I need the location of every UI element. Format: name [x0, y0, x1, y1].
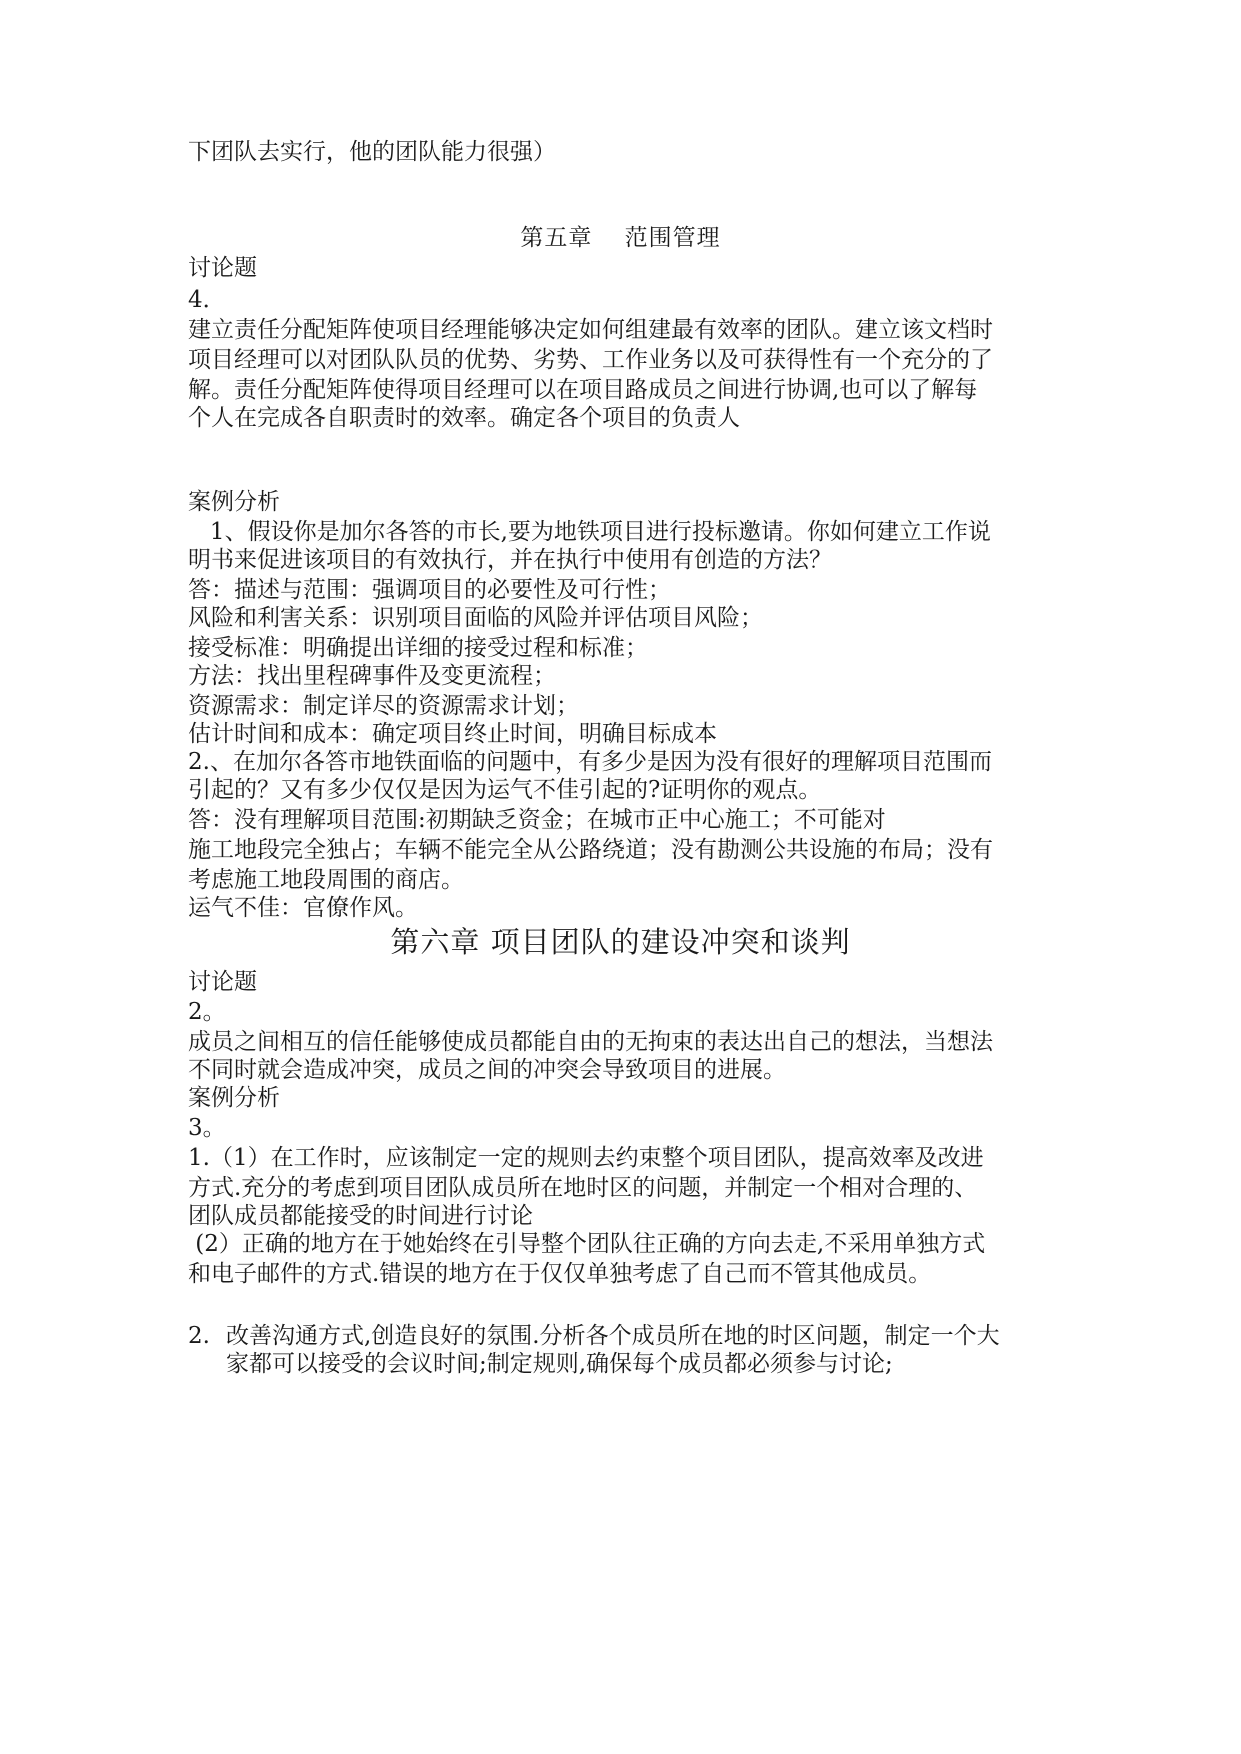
text-line: 1、假设你是加尔各答的市长,要为地铁项目进行投标邀请。你如何建立工作说 [188, 519, 991, 545]
text-line: 解。责任分配矩阵使得项目经理可以在项目路成员之间进行协调,也可以了解每 [188, 377, 978, 403]
text-line: 接受标准：明确提出详细的接受过程和标准； [188, 635, 648, 661]
text-line: 考虑施工地段周围的商店。 [188, 867, 464, 893]
list-number: 2. [188, 1323, 210, 1349]
text-line: 方法：找出里程碑事件及变更流程； [188, 663, 556, 689]
text-line: 个人在完成各自职责时的效率。确定各个项目的负责人 [188, 405, 740, 431]
section-label-case-analysis: 案例分析 [188, 1085, 280, 1111]
text-line: 方式.充分的考虑到项目团队成员所在地时区的问题，并制定一个相对合理的、 [188, 1175, 978, 1201]
text-line: 不同时就会造成冲突，成员之间的冲突会导致项目的进展。 [188, 1057, 786, 1083]
section-label-case-analysis: 案例分析 [188, 489, 280, 515]
text-line: 估计时间和成本：确定项目终止时间，明确目标成本 [188, 721, 717, 747]
question-number: 3。 [188, 1115, 226, 1141]
chapter-6-heading: 第六章 项目团队的建设冲突和谈判 [390, 925, 851, 959]
text-line: 和电子邮件的方式.错误的地方在于仅仅单独考虑了自己而不管其他成员。 [188, 1261, 932, 1287]
text-line: 项目经理可以对团队队员的优势、劣势、工作业务以及可获得性有一个充分的了 [188, 347, 993, 373]
text-line: 风险和利害关系：识别项目面临的风险并评估项目风险； [188, 605, 763, 631]
chapter-5-heading: 第五章 范围管理 [520, 225, 721, 251]
text-line: 成员之间相互的信任能够使成员都能自由的无拘束的表达出自己的想法，当想法 [188, 1029, 993, 1055]
text-line: 团队成员都能接受的时间进行讨论 [188, 1203, 533, 1229]
question-number: 2。 [188, 999, 226, 1025]
text-line: 施工地段完全独占；车辆不能完全从公路绕道；没有勘测公共设施的布局；没有 [188, 837, 993, 863]
text-line: 下团队去实行，他的团队能力很强） [188, 139, 556, 165]
text-line: 1.（1）在工作时，应该制定一定的规则去约束整个项目团队，提高效率及改进 [188, 1145, 984, 1171]
list-item-text: 家都可以接受的会议时间;制定规则,确保每个成员都必须参与讨论; [226, 1351, 893, 1377]
text-line: 建立责任分配矩阵使项目经理能够决定如何组建最有效率的团队。建立该文档时 [188, 317, 993, 343]
text-line: 引起的？又有多少仅仅是因为运气不佳引起的?证明你的观点。 [188, 777, 822, 803]
text-line: 明书来促进该项目的有效执行，并在执行中使用有创造的方法？ [188, 547, 832, 573]
text-line: 运气不佳：官僚作风。 [188, 895, 418, 921]
text-line: (2）正确的地方在于她始终在引导整个团队往正确的方向去走,不采用单独方式 [188, 1231, 986, 1257]
section-label-discussion: 讨论题 [188, 255, 257, 281]
question-number: 4． [188, 287, 226, 313]
list-item-text: 改善沟通方式,创造良好的氛围.分析各个成员所在地的时区问题，制定一个大 [226, 1323, 1000, 1349]
section-label-discussion: 讨论题 [188, 969, 257, 995]
text-line: 答：描述与范围：强调项目的必要性及可行性； [188, 577, 671, 603]
text-line: 答：没有理解项目范围:初期缺乏资金；在城市正中心施工；不可能对 [188, 807, 886, 833]
text-line: 资源需求：制定详尽的资源需求计划； [188, 693, 579, 719]
text-line: 2.、在加尔各答市地铁面临的问题中，有多少是因为没有很好的理解项目范围而 [188, 749, 992, 775]
